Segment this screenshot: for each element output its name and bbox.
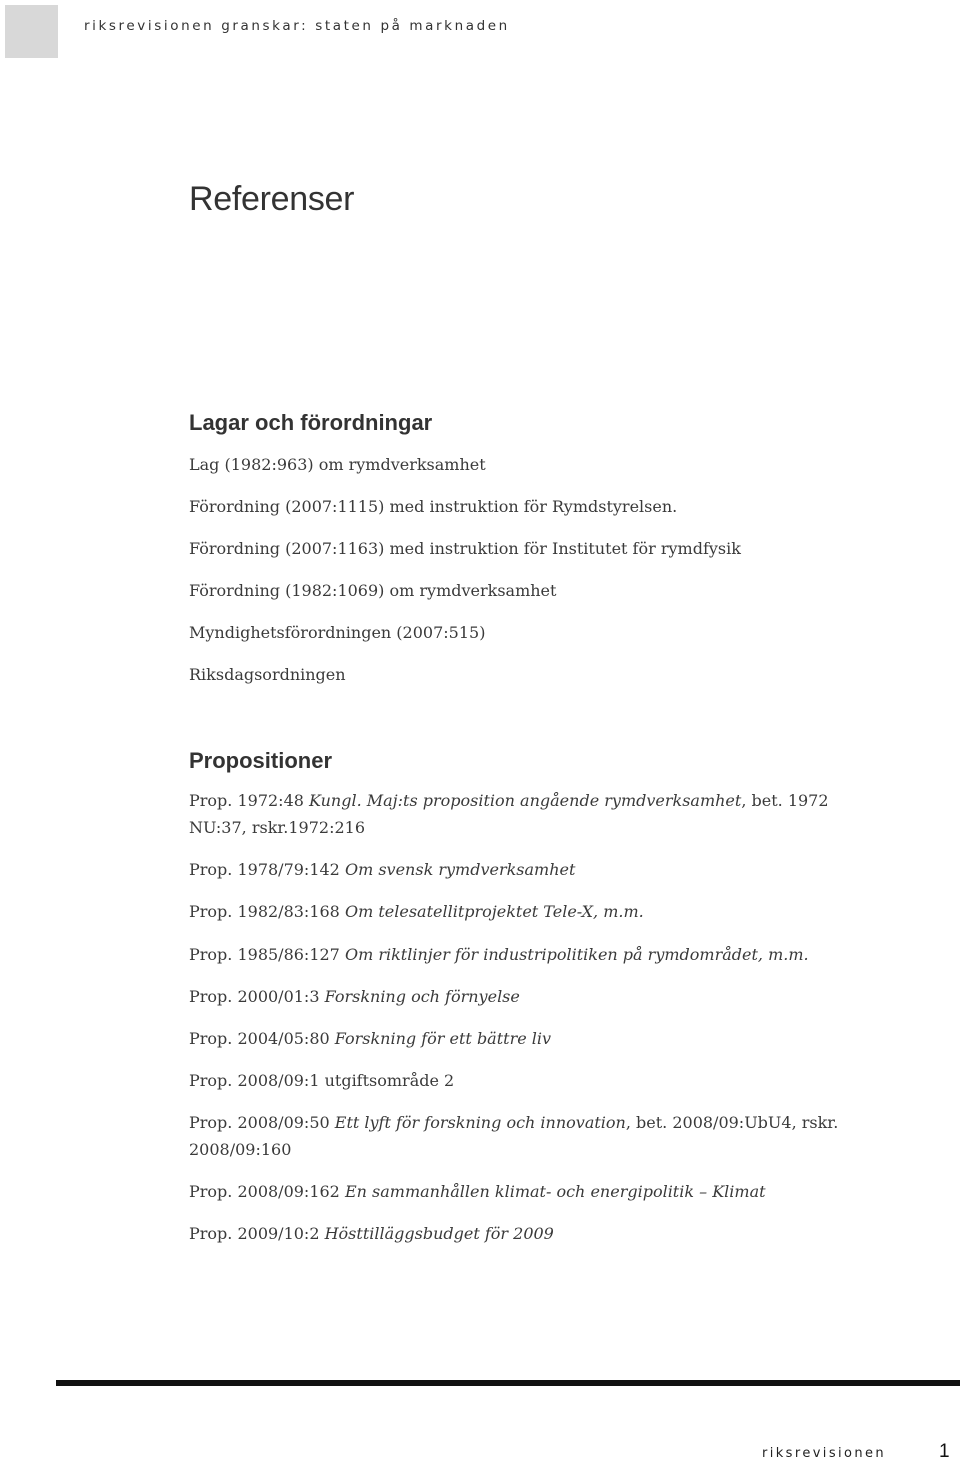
ref-designation: Prop. 2008/09:162 — [189, 1182, 345, 1201]
ref-designation: Prop. 2000/01:3 — [189, 987, 325, 1006]
list-item — [189, 941, 839, 968]
ref-title: En sammanhållen klimat- och energipolitik – Klimat — [344, 1182, 766, 1201]
ref-title: Om svensk rymdverksamhet — [344, 860, 576, 879]
ref-title: Kungl. Maj:ts proposition angående rymdverksamhet — [309, 791, 742, 810]
ref-designation: Prop. 2004/05:80 — [189, 1029, 335, 1048]
ref-suffix: , bet. 2008/09:UbU4, rskr. 2008/09:160 — [189, 1113, 839, 1159]
list-item: Förordning (2007:1115) med instruktion för Rymdstyrelsen. — [189, 497, 678, 516]
list-item — [189, 898, 839, 925]
section-heading-lagar: Lagar och förordningar — [189, 410, 433, 435]
list-item — [189, 1109, 839, 1163]
list-item: Riksdagsordningen — [189, 665, 346, 684]
ref-suffix: , bet. 1972 NU:37, rskr.1972:216 — [189, 791, 829, 837]
footer-label: riksrevisionen — [762, 1446, 887, 1461]
running-head: riksrevisionen granskar: staten på marknaden — [84, 18, 510, 34]
footer-rule — [56, 1380, 960, 1386]
list-item — [189, 856, 839, 883]
list-item — [189, 787, 839, 841]
ref-designation: Prop. 1978/79:142 — [189, 860, 345, 879]
ref-designation: Prop. 2008/09:50 — [189, 1113, 335, 1132]
ref-designation: Prop. 1972:48 — [189, 791, 310, 810]
list-item: Myndighetsförordningen (2007:515) — [189, 623, 486, 642]
list-item — [189, 1067, 839, 1094]
page-title: Referenser — [189, 180, 355, 218]
ref-title: Ett lyft för forskning och innovation — [334, 1113, 626, 1132]
list-item: Lag (1982:963) om rymdverksamhet — [189, 455, 486, 474]
section-heading-propositioner: Propositioner — [189, 748, 333, 773]
ref-title: Om telesatellitprojektet Tele-X, m.m. — [344, 902, 644, 921]
ref-title: Forskning och förnyelse — [324, 987, 520, 1006]
ref-designation: Prop. 1982/83:168 — [189, 902, 345, 921]
ref-designation: Prop. 2008/09:1 utgiftsområde 2 — [189, 1071, 455, 1090]
ref-designation: Prop. 1985/86:127 — [189, 945, 345, 964]
list-item — [189, 1025, 839, 1052]
ref-designation: Prop. 2009/10:2 — [189, 1224, 325, 1243]
list-item — [189, 983, 839, 1010]
page-number: 1 — [939, 1441, 950, 1462]
corner-marker — [5, 5, 58, 58]
list-item: Förordning (1982:1069) om rymdverksamhet — [189, 581, 557, 600]
ref-title: Om riktlinjer för industripolitiken på rymdområdet, m.m. — [344, 945, 809, 964]
ref-title: Forskning för ett bättre liv — [334, 1029, 552, 1048]
list-item — [189, 1178, 839, 1205]
ref-title: Hösttilläggsbudget för 2009 — [324, 1224, 554, 1243]
list-item — [189, 1220, 839, 1247]
list-item: Förordning (2007:1163) med instruktion för Institutet för rymdfysik — [189, 539, 741, 558]
